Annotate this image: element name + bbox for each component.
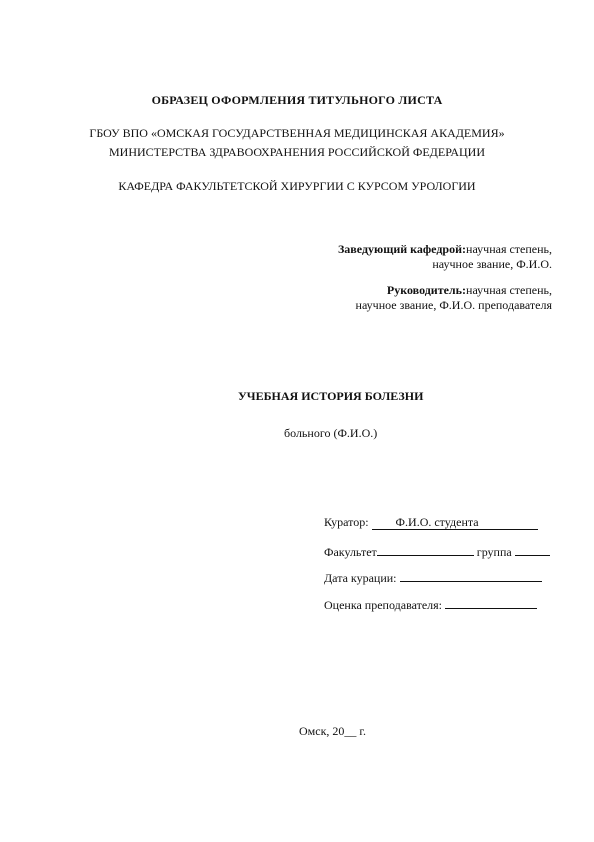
date-label: Дата курации: — [324, 571, 397, 585]
group-blank — [515, 544, 550, 556]
faculty-blank — [377, 544, 474, 556]
date-blank — [400, 570, 542, 582]
head-of-department — [338, 242, 552, 256]
faculty-label: Факультет — [324, 545, 377, 559]
supervisor — [387, 283, 552, 297]
grade-label: Оценка преподавателя: — [324, 598, 443, 612]
curator-label: Куратор: — [324, 515, 369, 529]
institution-name: ГБОУ ВПО «ОМСКАЯ ГОСУДАРСТВЕННАЯ МЕДИЦИНСКАЯ АКАДЕМИЯ» — [89, 126, 505, 140]
grade-blank — [445, 597, 537, 609]
curator-field — [324, 515, 538, 530]
head-label: Заведующий кафедрой: — [337, 242, 467, 256]
supervisor-label: Руководитель: — [386, 283, 467, 297]
document-title: УЧЕБНАЯ ИСТОРИЯ БОЛЕЗНИ — [238, 389, 424, 403]
ministry-name: МИНИСТЕРСТВА ЗДРАВООХРАНЕНИЯ РОССИЙСКОЙ ФЕДЕРАЦИИ — [108, 145, 485, 159]
supervisor-value-line2: научное звание, Ф.И.О. преподавателя — [355, 298, 552, 312]
head-value-line2: научное звание, Ф.И.О. — [432, 257, 552, 271]
sample-title: ОБРАЗЕЦ ОФОРМЛЕНИЯ ТИТУЛЬНОГО ЛИСТА — [151, 93, 443, 107]
department-name: КАФЕДРА ФАКУЛЬТЕТСКОЙ ХИРУРГИИ С КУРСОМ УРОЛОГИИ — [118, 179, 476, 193]
faculty-field — [324, 544, 550, 559]
supervisor-value-line1: научная степень, — [466, 283, 552, 297]
date-field — [324, 570, 542, 585]
grade-field — [324, 597, 537, 612]
patient-name: больного (Ф.И.О.) — [284, 426, 378, 440]
curator-value: Ф.И.О. студента — [372, 516, 538, 530]
group-label: группа — [476, 545, 512, 559]
city-year: Омск, 20__ г. — [299, 724, 366, 738]
head-value-line1: научная степень, — [466, 242, 552, 256]
